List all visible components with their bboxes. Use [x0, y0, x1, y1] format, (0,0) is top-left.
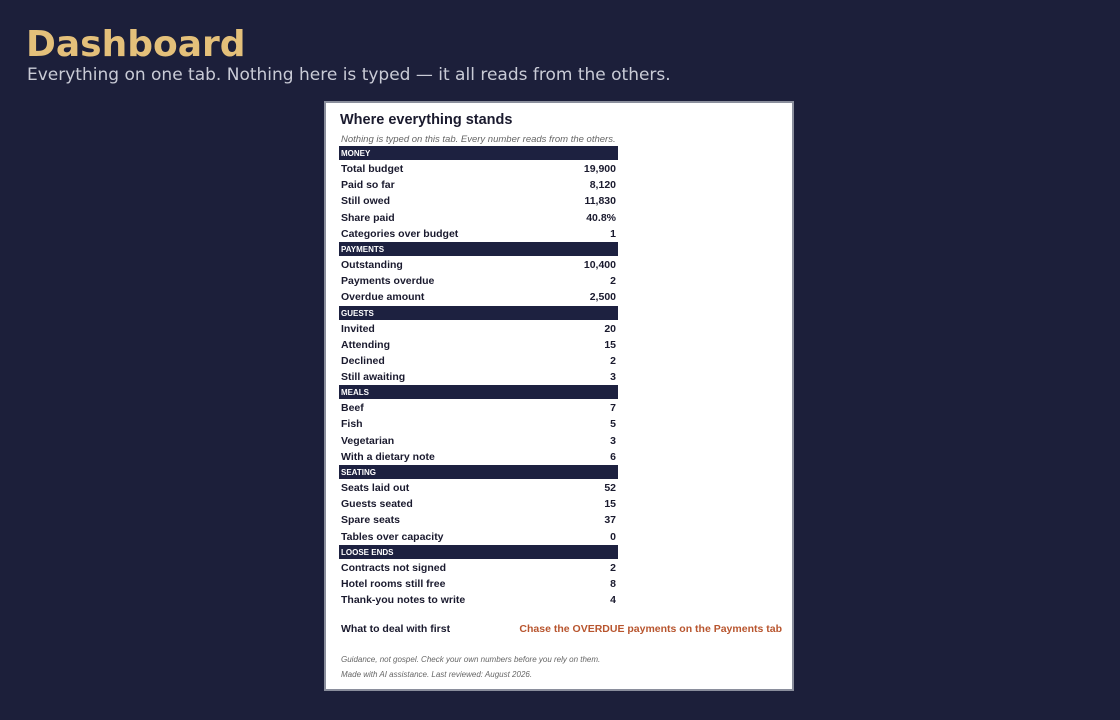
- row-value: 15: [604, 498, 616, 511]
- priority-label: What to deal with first: [341, 623, 451, 635]
- row-value: 52: [604, 482, 616, 494]
- summary-row[interactable]: [339, 321, 618, 337]
- row-label: Share paid: [341, 211, 395, 224]
- row-value: 37: [604, 514, 616, 527]
- row-label: Paid so far: [341, 179, 395, 192]
- row-label: Overdue amount: [341, 291, 425, 304]
- priority-action[interactable]: Chase the OVERDUE payments on the Payments tab: [519, 623, 782, 635]
- row-label: Categories over budget: [341, 227, 459, 240]
- summary-row[interactable]: [339, 433, 618, 449]
- section-header: MEALS: [339, 385, 618, 399]
- page-subtitle: Everything on one tab. Nothing here is typed — it all reads from the others.: [27, 65, 671, 85]
- disclaimer-line: Made with AI assistance. Last reviewed: August 2026.: [341, 670, 533, 679]
- summary-row[interactable]: [339, 273, 618, 289]
- summary-row[interactable]: [339, 592, 618, 608]
- summary-row[interactable]: [339, 210, 618, 226]
- row-value: 2: [610, 561, 616, 574]
- row-label: Contracts not signed: [341, 561, 447, 574]
- summary-row[interactable]: [339, 337, 618, 353]
- row-label: Hotel rooms still free: [341, 577, 446, 590]
- row-label: Invited: [341, 322, 375, 335]
- row-value: 5: [610, 418, 616, 431]
- section-header: LOOSE ENDS: [339, 545, 618, 559]
- row-value: 19,900: [583, 163, 616, 175]
- row-label: Spare seats: [341, 514, 400, 527]
- disclaimer-line: Guidance, not gospel. Check your own numbers before you rely on them.: [341, 655, 601, 664]
- summary-row[interactable]: [339, 353, 618, 369]
- page-title: Dashboard: [26, 24, 246, 65]
- summary-row[interactable]: [339, 416, 618, 432]
- row-value: 2: [610, 275, 616, 288]
- row-label: Outstanding: [341, 258, 403, 271]
- row-label: Guests seated: [341, 498, 413, 511]
- summary-row[interactable]: [339, 226, 618, 242]
- summary-row[interactable]: [339, 560, 618, 576]
- row-value: 15: [604, 338, 616, 351]
- summary-row[interactable]: [339, 369, 618, 385]
- row-value: 2,500: [589, 291, 616, 304]
- row-value: 4: [610, 594, 616, 607]
- row-value: 1: [610, 227, 616, 240]
- row-value: 3: [610, 371, 616, 384]
- summary-row[interactable]: [339, 161, 618, 177]
- row-label: Beef: [341, 402, 364, 415]
- summary-row[interactable]: [339, 257, 618, 273]
- row-label: Still owed: [341, 195, 391, 208]
- row-value: 7: [610, 402, 616, 415]
- row-value: 11,830: [584, 195, 616, 208]
- row-label: With a dietary note: [341, 450, 435, 463]
- sheet-note: Nothing is typed on this tab. Every number reads from the others.: [341, 134, 616, 145]
- row-value: 40.8%: [586, 211, 616, 224]
- row-label: Declined: [341, 354, 385, 367]
- row-value: 20: [604, 322, 616, 335]
- row-label: Attending: [341, 338, 390, 351]
- summary-row[interactable]: [339, 177, 618, 193]
- summary-row[interactable]: [339, 289, 618, 305]
- row-value: 0: [610, 530, 616, 543]
- sheet-title: Where everything stands: [340, 112, 513, 128]
- summary-row[interactable]: [339, 400, 618, 416]
- row-label: Tables over capacity: [341, 530, 444, 543]
- summary-row[interactable]: [339, 512, 618, 528]
- row-label: Payments overdue: [341, 275, 435, 288]
- section-header: SEATING: [339, 465, 618, 479]
- summary-row[interactable]: [339, 496, 618, 512]
- summary-row[interactable]: [339, 449, 618, 465]
- row-label: Fish: [341, 418, 363, 431]
- section-header: PAYMENTS: [339, 242, 618, 256]
- summary-row[interactable]: [339, 576, 618, 592]
- section-header: MONEY: [339, 146, 618, 160]
- row-label: Seats laid out: [341, 482, 410, 494]
- summary-row[interactable]: [339, 480, 618, 496]
- row-label: Thank-you notes to write: [341, 594, 466, 607]
- row-label: Vegetarian: [341, 434, 395, 447]
- summary-row[interactable]: [339, 193, 618, 209]
- row-value: 3: [610, 434, 616, 447]
- dashboard-sheet: [324, 101, 794, 691]
- row-value: 8: [610, 577, 616, 590]
- row-label: Still awaiting: [341, 371, 406, 384]
- row-value: 6: [610, 450, 616, 463]
- summary-table: [339, 146, 618, 608]
- row-value: 8,120: [589, 179, 616, 192]
- summary-row[interactable]: [339, 529, 618, 545]
- row-value: 2: [610, 354, 616, 367]
- row-label: Total budget: [341, 163, 404, 175]
- row-value: 10,400: [583, 258, 616, 271]
- section-header: GUESTS: [339, 306, 618, 320]
